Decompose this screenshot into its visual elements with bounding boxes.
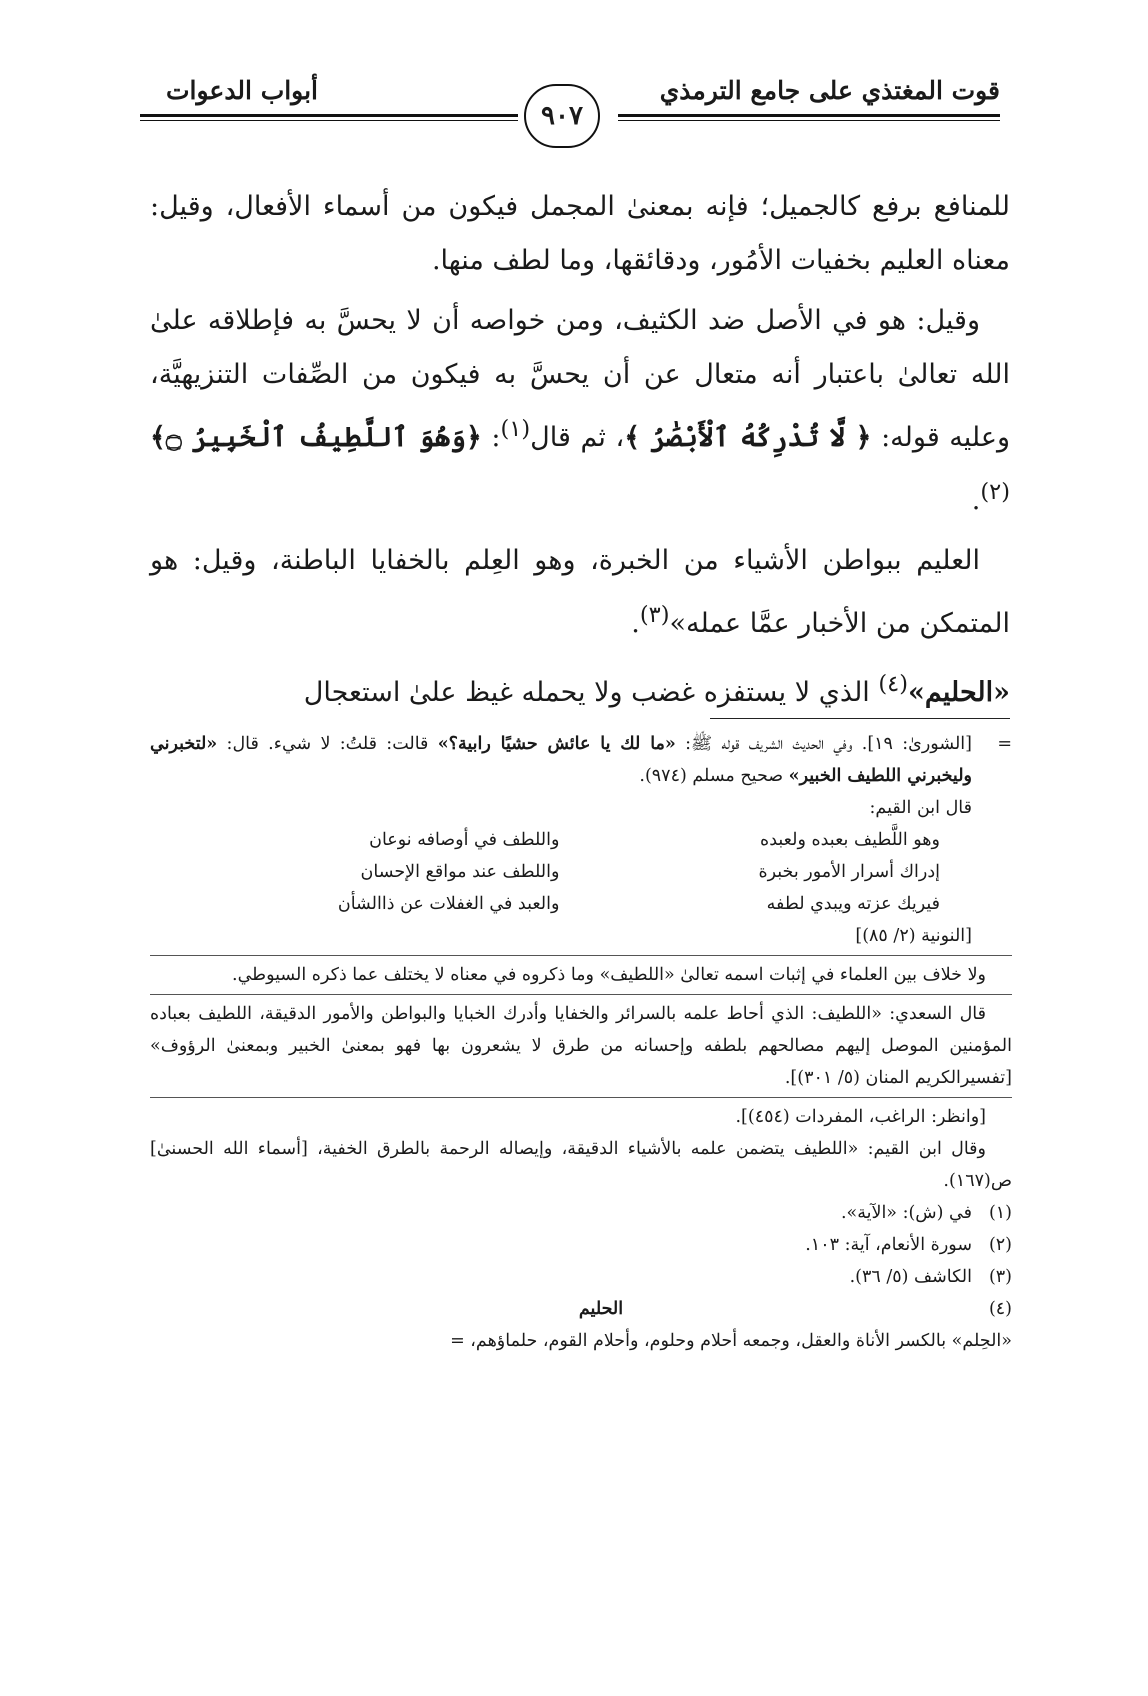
footnote [150,1197,1012,1229]
footnote-text: سورة الأنعام، آية: ١٠٣. [805,1235,972,1255]
page-number: ٩٠٧ [524,84,600,148]
poem-verse [222,888,940,920]
footnote-ref: (٣) [639,602,670,628]
text-run: : [481,422,501,453]
paragraph-2 [150,294,1010,528]
paragraph-4 [150,657,1010,720]
term-heading: «الحليم» [908,677,1010,708]
note-paragraph: [وانظر: الراغب، المفردات (٤٥٤)]. [735,1107,986,1127]
main-text [150,180,1010,720]
hemistich-right: إدراك أسرار الأمور بخبرة [758,862,940,882]
note-divider [150,1097,1012,1098]
note-divider [150,955,1012,956]
hemistich-left: والعبد في الغفلات عن ذاالشأن [337,894,560,914]
note-paragraph: ولا خلاف بين العلماء في إثبات اسمه تعالىٰ «اللطيف» وما ذكروه في معناه لا يختلف عما ذكره السيوطي. [232,965,986,985]
text-run: وقيل: هو المتمكن من الأخبار عمَّا عمله» [150,545,1010,639]
footnote-text: في (ش): «الآية». [840,1203,972,1223]
text-run: قالت: قلتُ: لا شيء. قال: [217,734,438,754]
note-paragraph: وقال ابن القيم: «اللطيف يتضمن علمه بالأشياء الدقيقة، وإيصاله الرحمة بالطرق الخفية، [أسماء الله الحسنىٰ] ص(١٦٧). [150,1139,1012,1191]
poem-intro: قال ابن القيم: [869,798,972,818]
footnote-ref: (٢) [980,479,1010,505]
note-divider [150,994,1012,995]
hemistich-right: وهو اللَّطيف بعبده ولعبده [760,830,940,850]
hemistich-right: فيريك عزته ويبدي لطفه [766,894,940,914]
book-title: قوت المغتذي على جامع الترمذي [659,76,1000,105]
footnote-ref: (٤) [878,671,909,697]
poem-verse [222,856,940,888]
poem-source: [النونية (٢/ ٨٥)] [855,926,972,946]
text-run: الذي لا يستفزه غضب ولا يحمله غيظ علىٰ استعجال [303,677,879,708]
page-header [140,64,1000,164]
paragraph-1 [150,180,1010,288]
chapter-title: أبواب الدعوات [166,76,319,105]
hadith-quote: «ما لك يا عائش حشيًا رابية؟» [437,734,676,754]
note-paragraph: قال السعدي: «اللطيف: الذي أحاط علمه بالسرائر والخفايا وأدرك الخبايا والبواطن والأمور الدقيقة، اللطيف بعباده المؤمنين الموصل إليهم مصالحهم بلطفه وإحسانه من طرق لا يشعرون بها فهو بمعنىٰ الخبير وبمعنىٰ الرؤوف» [تفسيرالكريم المنان (٥/ ٣٠١)]. [150,1004,1012,1088]
quran-verse: ﴿ لَّا تُدْرِكُهُ ٱلْأَبْصَٰرُ ﴾ [624,422,872,453]
footnote [150,1293,1012,1325]
text-run: صحيح مسلم (٩٧٤). [639,766,789,786]
footnote [150,1229,1012,1261]
footnote-number: (٣) [988,1267,1012,1287]
footnote-text: الكاشف (٥/ ٣٦). [849,1267,972,1287]
text-run: وقيل: هو في الأصل ضد الكثيف، ومن خواصه أن لا يحسَّ به فإطلاقه علىٰ الله تعالىٰ باعتبار أنه متعال عن أن يحسَّ به فيكون من الصِّفات التنزيهيَّة، وعليه قوله: [150,305,1011,453]
header-rule-left [140,114,518,117]
footnote-ref: (١) [500,416,531,442]
hemistich-left: واللطف عند مواقع الإحسان [360,862,560,882]
text-line: للمنافع برفع كالجميل؛ فإنه بمعنىٰ المجمل فيكون من أسماء الأفعال، [225,191,1010,222]
footnote [150,1261,1012,1293]
footnote-separator [710,718,1010,719]
text-line: وقيل: معناه العليم بخفيات الأمُور، ودقائقها، وما لطف منها. [150,191,1010,276]
footnote-text: «الحِلم» بالكسر الأناة والعقل، وجمعه أحلام وحلوم، وأحلام القوم، حلماؤهم، = [450,1331,1012,1351]
text-run: [الشورىٰ: ١٩]. وفي الحديث الشريف قوله ﷺ: [675,734,972,754]
text-run: . [631,608,640,639]
quran-verse: ﴿وَهُوَ ٱللَّطِيفُ ٱلْخَبِيرُ ۝﴾ [150,422,482,453]
text-line: العليم ببواطن الأشياء من الخبرة، وهو العِلم بالخفايا الباطنة، [270,545,981,576]
poem [222,824,940,920]
hemistich-left: واللطف في أوصافه نوعان [369,830,560,850]
footnote-heading: الحليم [578,1299,624,1319]
paragraph-3 [150,534,1010,651]
continued-note [150,728,1012,792]
continuation-marker: = [997,734,1012,754]
text-run: . [971,485,981,516]
footnote-number: (٤) [988,1299,1012,1319]
footnotes-section [150,728,1012,1357]
poem-verse [222,824,940,856]
header-rule-right [618,114,1000,117]
footnote-number: (١) [988,1203,1012,1223]
text-run: ، ثم قال [530,422,625,453]
footnote-number: (٢) [988,1235,1012,1255]
hadith-quote: «لتخبرني وليخبرني اللطيف الخبير» [150,734,972,786]
